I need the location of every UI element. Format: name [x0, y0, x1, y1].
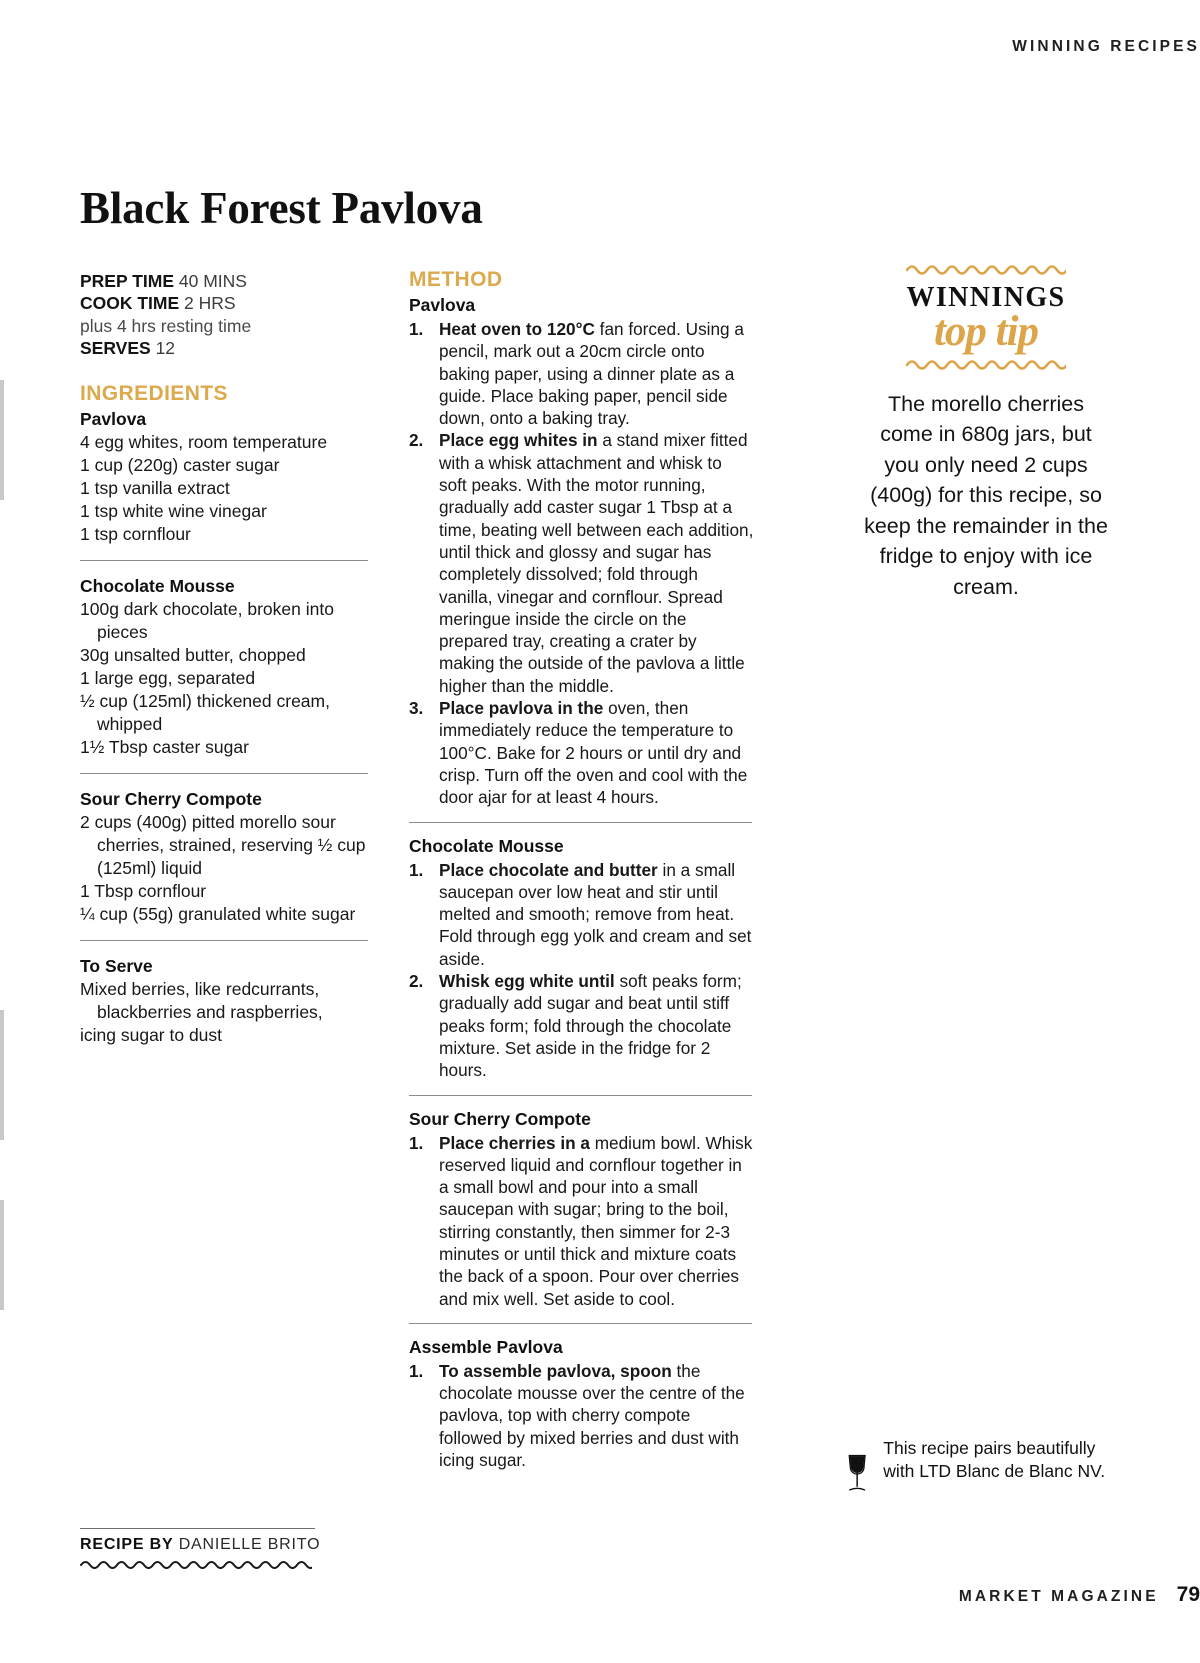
method-step-lead: Place pavlova in the: [439, 698, 604, 719]
ingredient-item: 1 cup (220g) caster sugar: [80, 455, 280, 476]
tip-brand: WINNINGS: [906, 282, 1066, 313]
method-step: [409, 318, 754, 429]
ingredient-groups: [80, 408, 370, 1047]
credit-label: RECIPE BY: [80, 1536, 174, 1553]
method-step: [409, 970, 754, 1081]
serves-label: SERVES: [80, 337, 151, 358]
method-step-body: a stand mixer fitted with a whisk attachment and whisk to soft peaks. With the motor running, gradually add caster sugar 1 Tbsp at a time, beating well between each addition, until thick and glossy and sugar has completely dissolved; fold through vanilla, vinegar and cornflour. Spread meringue inside the circle on the prepared tray, creating a crater by making the outside of the pavlova a little higher than the middle.: [439, 430, 754, 696]
footer-brand: MARKET MAGAZINE: [958, 1588, 1159, 1605]
ingredients-column: [80, 270, 370, 1047]
method-step: [409, 1132, 754, 1310]
ingredient-item: ¼ cup (55g) granulated white sugar: [80, 904, 356, 925]
ingredient-group-heading: To Serve: [80, 956, 153, 977]
method-step-lead: Heat oven to 120°C: [439, 319, 595, 339]
method-step-lead: Place chocolate and butter: [439, 859, 658, 880]
recipe-credit: [80, 1528, 380, 1570]
method-heading: METHOD: [409, 268, 503, 291]
method-step-number: 1.: [409, 1360, 424, 1381]
ingredient-item: ½ cup (125ml) thickened cream, whipped: [80, 691, 330, 735]
ingredient-group-divider: [80, 773, 368, 774]
ingredient-group-heading: Chocolate Mousse: [80, 576, 235, 597]
method-step-number: 2.: [409, 971, 424, 992]
cook-time-value: 2 HRS: [184, 293, 236, 314]
ingredient-group-heading: Pavlova: [80, 409, 147, 430]
wave-underline-icon: [80, 1557, 312, 1570]
wine-pairing-note: [845, 1437, 1115, 1509]
method-step-body: oven, then immediately reduce the temperature to 100°C. Bake for 2 hours or until dry and crisp. Turn off the oven and cool with the door ajar for at least 4 hours.: [439, 698, 748, 808]
ingredient-group-divider: [80, 560, 368, 561]
method-step-body: in a small saucepan over low heat and stir until melted and smooth; remove from heat. Fold through egg yolk and cream and set aside.: [439, 859, 752, 969]
ingredient-item: 100g dark chocolate, broken into pieces: [80, 599, 334, 643]
ingredient-item: 1 tsp white wine vinegar: [80, 501, 267, 522]
wine-glass-icon: [845, 1437, 869, 1509]
ingredient-group-heading: Sour Cherry Compote: [80, 789, 262, 810]
ingredient-item: 1 tsp cornflour: [80, 524, 191, 545]
ingredient-item: 4 egg whites, room temperature: [80, 432, 328, 453]
wave-divider-bottom-icon: [906, 357, 1066, 371]
tip-script-label: top tip: [933, 308, 1039, 355]
method-group-heading: Assemble Pavlova: [409, 1336, 563, 1357]
ingredients-heading: INGREDIENTS: [80, 382, 228, 406]
method-group-divider: [409, 1095, 752, 1096]
method-column: [409, 268, 754, 1471]
ingredient-item: 1½ Tbsp caster sugar: [80, 737, 249, 758]
method-step-lead: Place egg whites in: [439, 430, 598, 451]
method-group-heading: Chocolate Mousse: [409, 835, 564, 856]
bleed-mark: [0, 380, 4, 500]
method-step-number: 1.: [409, 1132, 424, 1153]
ingredient-item: 30g unsalted butter, chopped: [80, 645, 306, 666]
method-step-lead: Whisk egg white until: [439, 971, 615, 992]
resting-time: plus 4 hrs resting time: [80, 315, 252, 336]
ingredient-group-divider: [80, 940, 368, 941]
wave-divider-top-icon: [906, 262, 1066, 276]
method-step-body: medium bowl. Whisk reserved liquid and cornflour together in a small bowl and pour into a small saucepan with sugar; bring to the boil, stirring constantly, then simmer for 2-3 minutes or until thick and mixture coats the back of a spoon. Pour over cherries and mix well. Set aside to cool.: [439, 1132, 753, 1309]
ingredient-item: icing sugar to dust: [80, 1025, 223, 1046]
ingredient-item: 1 Tbsp cornflour: [80, 881, 207, 902]
bleed-mark: [0, 1010, 4, 1140]
serves-value: 12: [155, 337, 176, 358]
credit-name: DANIELLE BRITO: [178, 1536, 321, 1553]
wine-pairing-text: This recipe pairs beautifully with LTD Blanc de Blanc NV.: [883, 1438, 1106, 1481]
serves: [80, 337, 370, 359]
running-header: WINNING RECIPES: [1012, 38, 1200, 55]
method-step: [409, 429, 754, 697]
cook-time-label: COOK TIME: [80, 293, 180, 314]
tip-body-text: The morello cherries come in 680g jars, but you only need 2 cups (400g) for this recipe, so keep the remainder in the fridge to enjoy with ice cream.: [864, 391, 1108, 599]
method-group-divider: [409, 1323, 752, 1324]
method-step-body: soft peaks form; gradually add sugar and beat until stiff peaks form; fold through the chocolate mixture. Set aside in the fridge for 2 hours.: [439, 971, 742, 1081]
ingredient-item: 1 tsp vanilla extract: [80, 478, 230, 499]
top-tip-box: [862, 262, 1110, 602]
method-groups: [409, 294, 754, 1471]
bleed-mark: [0, 1200, 4, 1310]
credit-top-rule: [80, 1528, 315, 1529]
prep-time-value: 40 MINS: [178, 271, 247, 291]
method-step: [409, 1360, 754, 1471]
method-step-number: 1.: [409, 859, 424, 880]
method-group-divider: [409, 822, 752, 823]
prep-time: [80, 270, 370, 292]
method-step: [409, 859, 754, 970]
ingredient-item: Mixed berries, like redcurrants, blackberries and raspberries,: [80, 979, 323, 1023]
method-step: [409, 697, 754, 808]
method-step-number: 1.: [409, 319, 424, 339]
cook-time: [80, 292, 370, 314]
footer-page-number: 79: [1176, 1583, 1200, 1606]
credit-text: [80, 1536, 380, 1554]
method-step-lead: Place cherries in a: [439, 1132, 590, 1153]
ingredient-item: 2 cups (400g) pitted morello sour cherries, strained, reserving ½ cup (125ml) liquid: [80, 812, 366, 879]
method-step-lead: To assemble pavlova, spoon: [439, 1360, 672, 1381]
page-title: Black Forest Pavlova: [80, 183, 483, 234]
ingredient-item: 1 large egg, separated: [80, 668, 256, 689]
method-step-number: 2.: [409, 430, 424, 451]
method-group-heading: Sour Cherry Compote: [409, 1108, 591, 1129]
method-step-number: 3.: [409, 698, 424, 719]
method-group-heading: Pavlova: [409, 295, 476, 315]
page-footer: [959, 1583, 1200, 1607]
method-step-body: fan forced. Using a pencil, mark out a 20cm circle onto baking paper, using a dinner plate as a guide. Place baking paper, pencil side down, onto a baking tray.: [439, 319, 744, 429]
prep-time-label: PREP TIME: [80, 271, 175, 291]
method-step-body: the chocolate mousse over the centre of the pavlova, top with cherry compote followed by mixed berries and dust with icing sugar.: [439, 1360, 745, 1471]
